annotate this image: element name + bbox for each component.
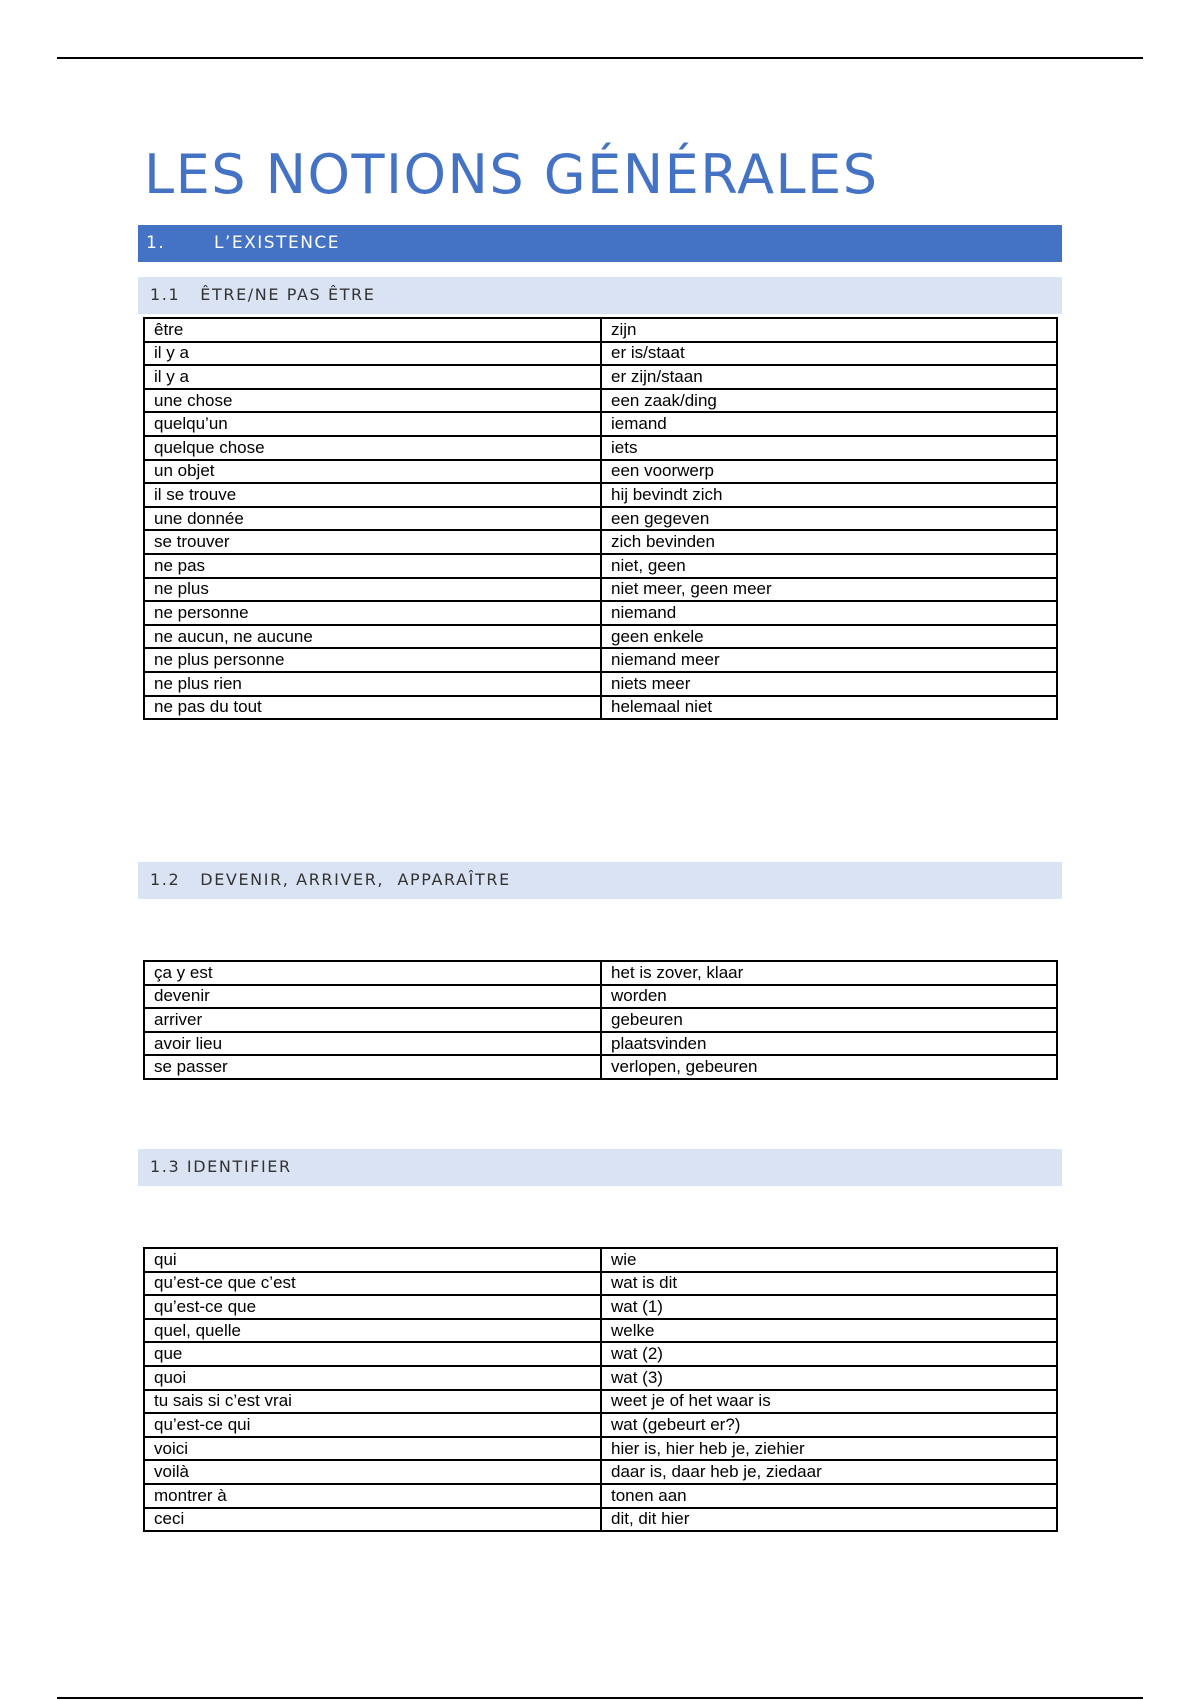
table-row (144, 365, 1057, 389)
table-row (144, 1272, 1057, 1296)
french-term: ne plus personne (144, 648, 601, 672)
dutch-translation: een gegeven (601, 507, 1057, 531)
dutch-translation: het is zover, klaar (601, 961, 1057, 985)
dutch-translation: wat (1) (601, 1295, 1057, 1319)
dutch-translation: er is/staat (601, 342, 1057, 366)
dutch-translation: een zaak/ding (601, 389, 1057, 413)
table-row (144, 1366, 1057, 1390)
french-term: il se trouve (144, 483, 601, 507)
dutch-translation: daar is, daar heb je, ziedaar (601, 1460, 1057, 1484)
table-row (144, 1319, 1057, 1343)
vocab-table-1-3 (143, 1247, 1058, 1532)
dutch-translation: verlopen, gebeuren (601, 1055, 1057, 1079)
french-term: ne pas (144, 554, 601, 578)
french-term: ne aucun, ne aucune (144, 625, 601, 649)
french-term: qui (144, 1248, 601, 1272)
table-row (144, 436, 1057, 460)
french-term: voilà (144, 1460, 601, 1484)
french-term: devenir (144, 985, 601, 1009)
dutch-translation: worden (601, 985, 1057, 1009)
dutch-translation: plaatsvinden (601, 1032, 1057, 1056)
french-term: quoi (144, 1366, 601, 1390)
section-number: 1. (146, 233, 166, 253)
table-row (144, 1008, 1057, 1032)
table-row (144, 1295, 1057, 1319)
table-row (144, 961, 1057, 985)
dutch-translation: een voorwerp (601, 460, 1057, 484)
table-row (144, 672, 1057, 696)
table-row (144, 601, 1057, 625)
dutch-translation: welke (601, 1319, 1057, 1343)
table-row (144, 554, 1057, 578)
french-term: qu’est-ce que c’est (144, 1272, 601, 1296)
table-row (144, 389, 1057, 413)
dutch-translation: wat is dit (601, 1272, 1057, 1296)
dutch-translation: iets (601, 436, 1057, 460)
dutch-translation: iemand (601, 412, 1057, 436)
table-row (144, 318, 1057, 342)
table-row (144, 1460, 1057, 1484)
french-term: ne plus (144, 578, 601, 602)
dutch-translation: wat (3) (601, 1366, 1057, 1390)
dutch-translation: weet je of het waar is (601, 1390, 1057, 1414)
dutch-translation: tonen aan (601, 1484, 1057, 1508)
french-term: une donnée (144, 507, 601, 531)
subsection-heading-1-1: 1.1 ÊTRE/NE PAS ÊTRE (138, 277, 1062, 314)
table-row (144, 696, 1057, 720)
french-term: qu’est-ce que (144, 1295, 601, 1319)
french-term: arriver (144, 1008, 601, 1032)
french-term: ne plus rien (144, 672, 601, 696)
french-term: quel, quelle (144, 1319, 601, 1343)
dutch-translation: geen enkele (601, 625, 1057, 649)
footer-rule (57, 1697, 1143, 1699)
table-row (144, 412, 1057, 436)
french-term: qu’est-ce qui (144, 1413, 601, 1437)
table-row (144, 985, 1057, 1009)
subsection-heading-1-3: 1.3 IDENTIFIER (138, 1149, 1062, 1186)
french-term: ceci (144, 1508, 601, 1532)
section-heading (138, 225, 1062, 262)
french-term: ne personne (144, 601, 601, 625)
french-term: il y a (144, 365, 601, 389)
dutch-translation: niets meer (601, 672, 1057, 696)
french-term: tu sais si c’est vrai (144, 1390, 601, 1414)
french-term: ne pas du tout (144, 696, 601, 720)
french-term: que (144, 1342, 601, 1366)
french-term: se trouver (144, 530, 601, 554)
dutch-translation: gebeuren (601, 1008, 1057, 1032)
table-row (144, 483, 1057, 507)
dutch-translation: wat (gebeurt er?) (601, 1413, 1057, 1437)
dutch-translation: niemand meer (601, 648, 1057, 672)
section-label: L’EXISTENCE (214, 233, 341, 253)
table-row (144, 530, 1057, 554)
french-term: il y a (144, 342, 601, 366)
french-term: voici (144, 1437, 601, 1461)
table-row (144, 1248, 1057, 1272)
french-term: quelque chose (144, 436, 601, 460)
table-row (144, 578, 1057, 602)
table-row (144, 1055, 1057, 1079)
vocab-table-1-1 (143, 317, 1058, 720)
dutch-translation: niemand (601, 601, 1057, 625)
table-row (144, 1032, 1057, 1056)
subsection-heading-1-2: 1.2 DEVENIR, ARRIVER, APPARAÎTRE (138, 862, 1062, 899)
dutch-translation: hier is, hier heb je, ziehier (601, 1437, 1057, 1461)
french-term: se passer (144, 1055, 601, 1079)
table-row (144, 507, 1057, 531)
dutch-translation: hij bevindt zich (601, 483, 1057, 507)
dutch-translation: niet meer, geen meer (601, 578, 1057, 602)
table-row (144, 625, 1057, 649)
french-term: montrer à (144, 1484, 601, 1508)
table-row (144, 1390, 1057, 1414)
french-term: être (144, 318, 601, 342)
page-title: LES NOTIONS GÉNÉRALES (144, 143, 879, 206)
table-row (144, 1508, 1057, 1532)
dutch-translation: helemaal niet (601, 696, 1057, 720)
table-row (144, 1484, 1057, 1508)
french-term: quelqu’un (144, 412, 601, 436)
table-row (144, 1342, 1057, 1366)
vocab-table-1-2 (143, 960, 1058, 1080)
table-row (144, 648, 1057, 672)
french-term: un objet (144, 460, 601, 484)
dutch-translation: zijn (601, 318, 1057, 342)
french-term: avoir lieu (144, 1032, 601, 1056)
dutch-translation: zich bevinden (601, 530, 1057, 554)
table-row (144, 1413, 1057, 1437)
header-rule (57, 57, 1143, 59)
table-row (144, 1437, 1057, 1461)
dutch-translation: wie (601, 1248, 1057, 1272)
table-row (144, 342, 1057, 366)
dutch-translation: niet, geen (601, 554, 1057, 578)
table-row (144, 460, 1057, 484)
dutch-translation: er zijn/staan (601, 365, 1057, 389)
french-term: ça y est (144, 961, 601, 985)
french-term: une chose (144, 389, 601, 413)
dutch-translation: dit, dit hier (601, 1508, 1057, 1532)
dutch-translation: wat (2) (601, 1342, 1057, 1366)
